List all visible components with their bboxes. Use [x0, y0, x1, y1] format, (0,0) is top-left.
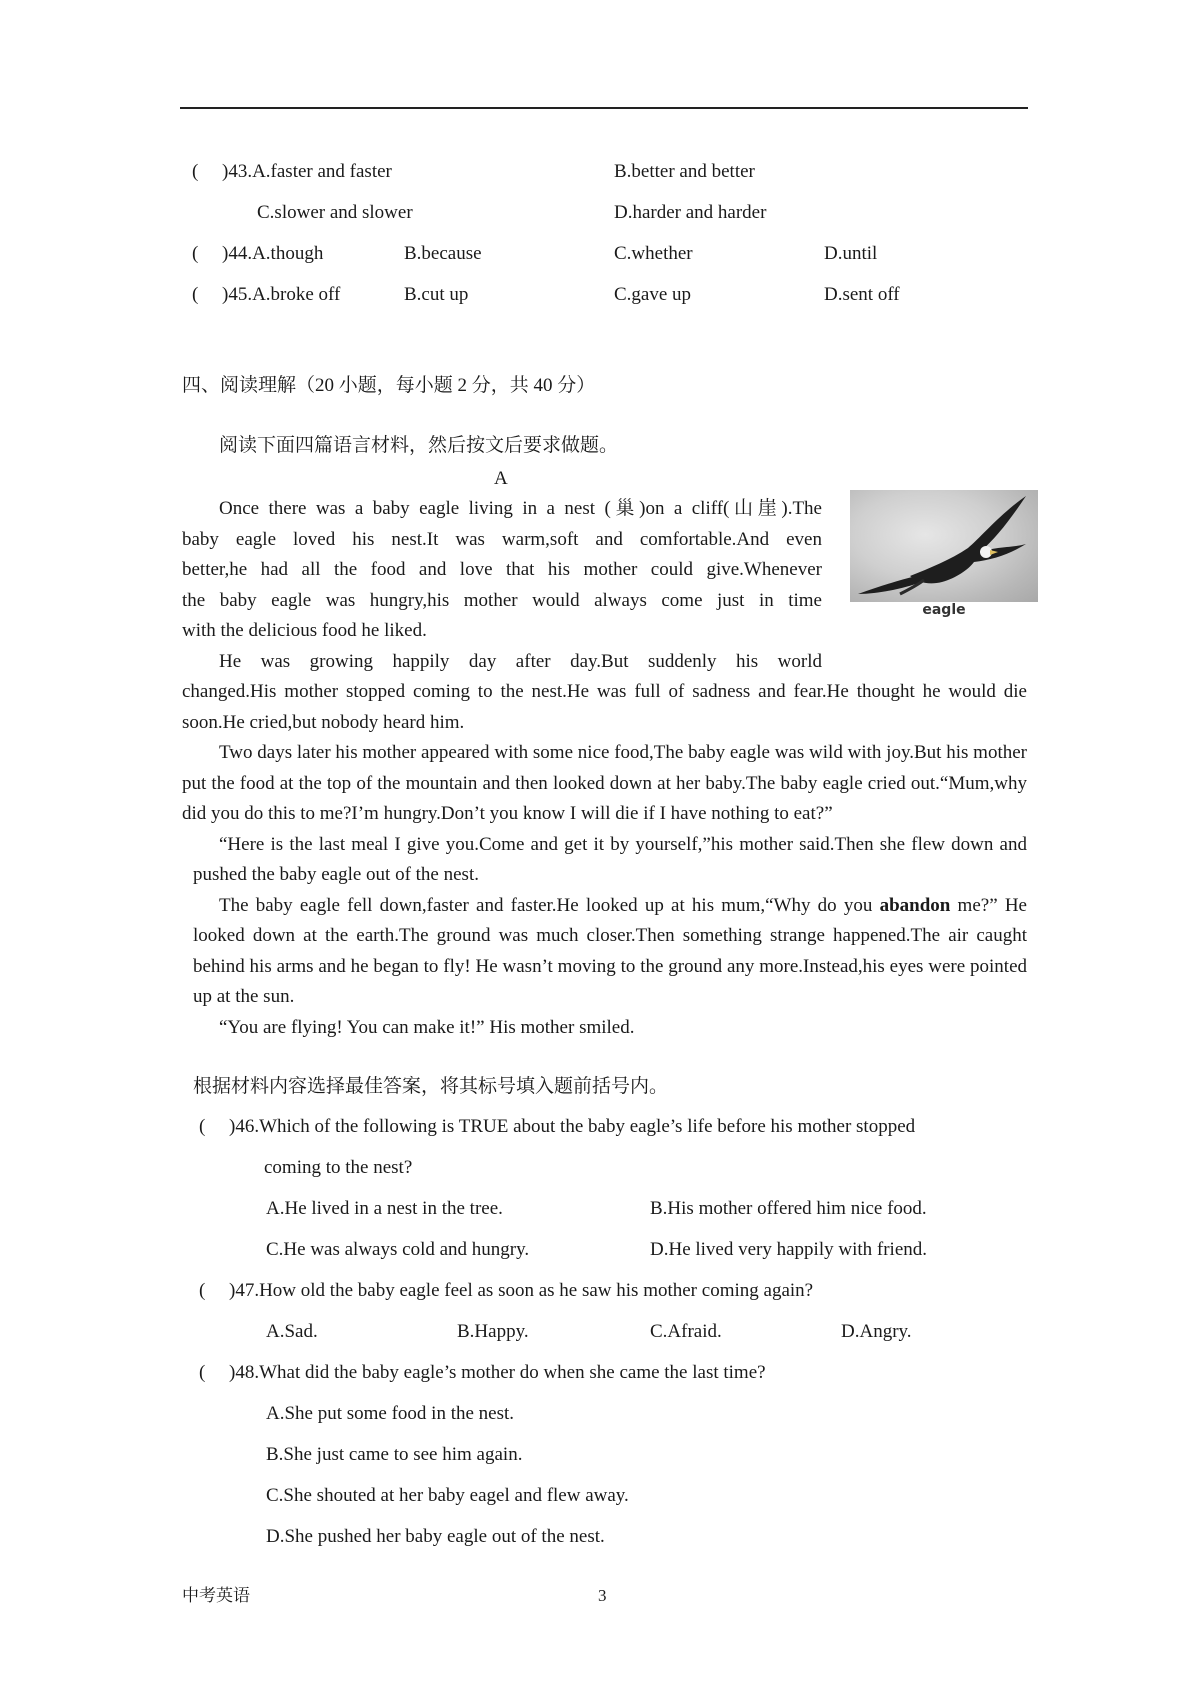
p5-text-post: me?” He looked down at the earth.The ground was much closer.Then something strange happened.The air caught behind his arms and he began to fly! He wasn’t moving to the ground any more.Instead,his eyes were pointed up at the sun.	[193, 894, 1027, 1007]
q48-option-d: D.She pushed her baby eagle out of the nest.	[266, 1526, 605, 1547]
q44-option-a: )44.A.though	[222, 243, 324, 264]
passage-label: A	[494, 468, 508, 489]
q44-option-b: B.because	[404, 243, 482, 264]
q46-option-c: C.He was always cold and hungry.	[266, 1239, 530, 1260]
choose-instruction: 根据材料内容选择最佳答案，将其标号填入题前括号内。	[193, 1076, 669, 1097]
section-instruction: 阅读下面四篇语言材料，然后按文后要求做题。	[219, 435, 619, 456]
header-rule	[180, 107, 1028, 109]
passage-paragraph-2-rest	[182, 677, 1027, 1043]
q48-option-c: C.She shouted at her baby eagel and flew away.	[266, 1485, 629, 1506]
passage-paragraph-6: “You are flying! You can make it!” His mother smiled.	[219, 1016, 635, 1038]
q47-option-b: B.Happy.	[457, 1321, 529, 1342]
q46-stem-line-2: coming to the nest?	[264, 1157, 413, 1178]
q43-option-c: C.slower and slower	[257, 202, 413, 223]
p1-line-3: better,he had all the food and love that his mother could give.Whenever	[182, 559, 822, 580]
q47-option-d: D.Angry.	[841, 1321, 912, 1342]
p5-bold-word: abandon	[879, 894, 951, 916]
q45-option-c: C.gave up	[614, 284, 692, 305]
p5-text-pre: The baby eagle fell down,faster and faster.He looked up at his mum,“Why do you	[219, 894, 880, 916]
p1-line-1: Once there was a baby eagle living in a nest (巢)on a cliff(山崖).The	[219, 498, 822, 519]
q45-option-a: )45.A.broke off	[222, 284, 341, 305]
q43-paren: (	[192, 161, 199, 182]
q47-stem: )47.How old the baby eagle feel as soon as he saw his mother coming again?	[229, 1280, 814, 1301]
q47-option-a: A.Sad.	[266, 1321, 318, 1342]
q45-paren: (	[192, 284, 199, 305]
q44-option-c: C.whether	[614, 243, 693, 264]
q45-option-d: D.sent off	[824, 284, 900, 305]
q46-option-d: D.He lived very happily with friend.	[650, 1239, 928, 1260]
q44-paren: (	[192, 243, 199, 264]
q46-stem-line-1: )46.Which of the following is TRUE about the baby eagle’s life before his mother stopped	[229, 1116, 916, 1137]
passage-paragraph-5	[182, 891, 1027, 1013]
q47-paren: (	[199, 1280, 206, 1301]
q45-option-b: B.cut up	[404, 284, 469, 305]
p1-line-4: the baby eagle was hungry,his mother would always come just in time	[182, 589, 822, 611]
figure-caption: eagle	[922, 602, 966, 618]
q47-option-c: C.Afraid.	[650, 1321, 722, 1342]
q48-option-b: B.She just came to see him again.	[266, 1444, 523, 1465]
eagle-photo-icon	[850, 490, 1038, 602]
q48-stem: )48.What did the baby eagle’s mother do when she came the last time?	[229, 1362, 766, 1383]
q46-option-b: B.His mother offered him nice food.	[650, 1198, 927, 1219]
passage-paragraph-1	[182, 494, 822, 677]
q44-option-d: D.until	[824, 243, 878, 264]
q43-option-b: B.better and better	[614, 161, 755, 182]
section-title: 四、阅读理解（20 小题，每小题 2 分，共 40 分）	[182, 375, 596, 396]
q43-option-d: D.harder and harder	[614, 202, 767, 223]
eagle-figure	[850, 490, 1038, 624]
footer-left: 中考英语	[182, 1586, 250, 1605]
p1-line-2: baby eagle loved his nest.It was warm,soft and comfortable.And even	[182, 528, 822, 550]
q46-option-a: A.He lived in a nest in the tree.	[266, 1198, 503, 1219]
p1-line-5: with the delicious food he liked.	[182, 620, 427, 641]
q43-option-a: )43.A.faster and faster	[222, 161, 392, 182]
passage-paragraph-4: “Here is the last meal I give you.Come and get it by yourself,”his mother said.Then she flew down and pushed the baby eagle out of the nest.	[193, 833, 1027, 885]
page-number: 3	[598, 1586, 607, 1605]
q48-option-a: A.She put some food in the nest.	[266, 1403, 515, 1424]
q48-paren: (	[199, 1362, 206, 1383]
passage-paragraph-3: Two days later his mother appeared with some nice food,The baby eagle was wild with joy.But his mother put the food at the top of the mountain and then looked down at her baby.The baby eagle cried out.“Mum,why did you do this to me?I’m hungry.Don’t you know I will die if I have nothing to eat?”	[182, 742, 1027, 824]
q46-paren: (	[199, 1116, 206, 1137]
p2-line-1: He was growing happily day after day.But suddenly his world	[219, 650, 822, 672]
p2-rest: changed.His mother stopped coming to the nest.He was full of sadness and fear.He thought he would die soon.He cried,but nobody heard him.	[182, 681, 1027, 733]
